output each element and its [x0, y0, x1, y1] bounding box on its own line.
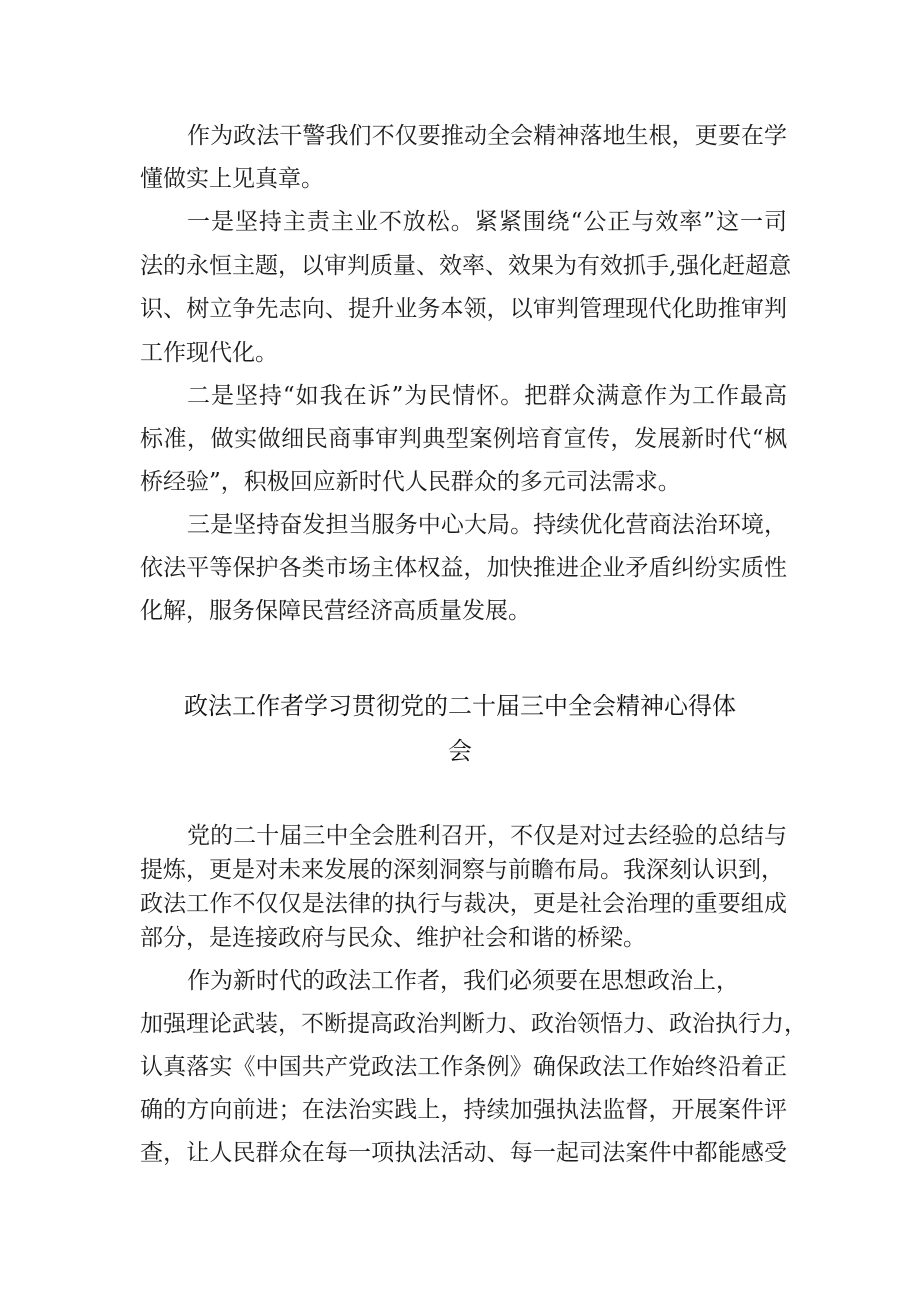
text-line: 桥经验”，积极回应新时代人民群众的多元司法需求。: [140, 469, 681, 495]
text-line: 标准，做实做细民商事审判典型案例培育宣传，发展新时代“枫: [140, 426, 787, 452]
text-line: 懂做实上见真章。: [140, 166, 324, 192]
text-line: 作为新时代的政法工作者，我们必须要在思想政治上，: [187, 968, 739, 994]
paragraph-line: [0, 419, 920, 459]
paragraph-line: [0, 505, 920, 545]
paragraph-line: [0, 548, 920, 588]
paragraph-line: [0, 246, 920, 286]
text-line: 加强理论武装，不断提高政治判断力、政治领悟力、政治执行力，: [140, 1011, 807, 1037]
text-line: 认真落实《中国共产党政法工作条例》确保政法工作始终沿着正: [140, 1054, 787, 1080]
paragraph-line: [0, 1090, 920, 1130]
paragraph-line: [0, 376, 920, 416]
paragraph-line: [0, 159, 920, 199]
text-line: 工作现代化。: [140, 340, 278, 366]
text-line: 一是坚持主责主业不放松。紧紧围绕“公正与效率”这一司: [187, 209, 787, 235]
text-line: 查，让人民群众在每一项执法活动、每一起司法案件中都能感受: [140, 1140, 787, 1166]
document-title: 政法工作者学习贯彻党的二十届三中全会精神心得体: [184, 692, 736, 720]
text-line: 党的二十届三中全会胜利召开，不仅是对过去经验的总结与: [187, 823, 787, 849]
paragraph-line: [0, 333, 920, 373]
text-line: 确的方向前进；在法治实践上，持续加强执法监督，开展案件评: [140, 1097, 787, 1123]
paragraph-line: [0, 289, 920, 329]
text-line: 政法工作不仅仅是法律的执行与裁决，更是社会治理的重要组成: [140, 891, 787, 917]
text-line: 依法平等保护各类市场主体权益，加快推进企业矛盾纠纷实质性: [140, 555, 787, 581]
paragraph-line: [0, 1004, 920, 1044]
text-line: 化解，服务保障民营经济高质量发展。: [140, 598, 531, 624]
text-line: 二是坚持“如我在诉”为民情怀。把群众满意作为工作最高: [187, 383, 787, 409]
text-line: 部分，是连接政府与民众、维护社会和谐的桥梁。: [140, 925, 646, 951]
paragraph-line: [0, 961, 920, 1001]
document-title-continued: 会: [448, 737, 472, 765]
paragraph-line: [0, 202, 920, 242]
text-line: 提炼，更是对未来发展的深刻洞察与前瞻布局。我深刻认识到，: [140, 857, 784, 883]
paragraph-line: [0, 1047, 920, 1087]
paragraph-line: [0, 918, 920, 958]
paragraph-line: [0, 1133, 920, 1173]
text-line: 三是坚持奋发担当服务中心大局。持续优化营商法治环境，: [187, 512, 787, 538]
text-line: 法的永恒主题，以审判质量、效率、效果为有效抓手,强化赶超意: [140, 253, 792, 279]
text-line: 识、树立争先志向、提升业务本领，以审判管理现代化助推审判: [140, 296, 787, 322]
paragraph-line: [0, 591, 920, 631]
paragraph-line: [0, 116, 920, 156]
paragraph-line: [0, 462, 920, 502]
text-line: 作为政法干警我们不仅要推动全会精神落地生根，更要在学: [187, 123, 787, 149]
